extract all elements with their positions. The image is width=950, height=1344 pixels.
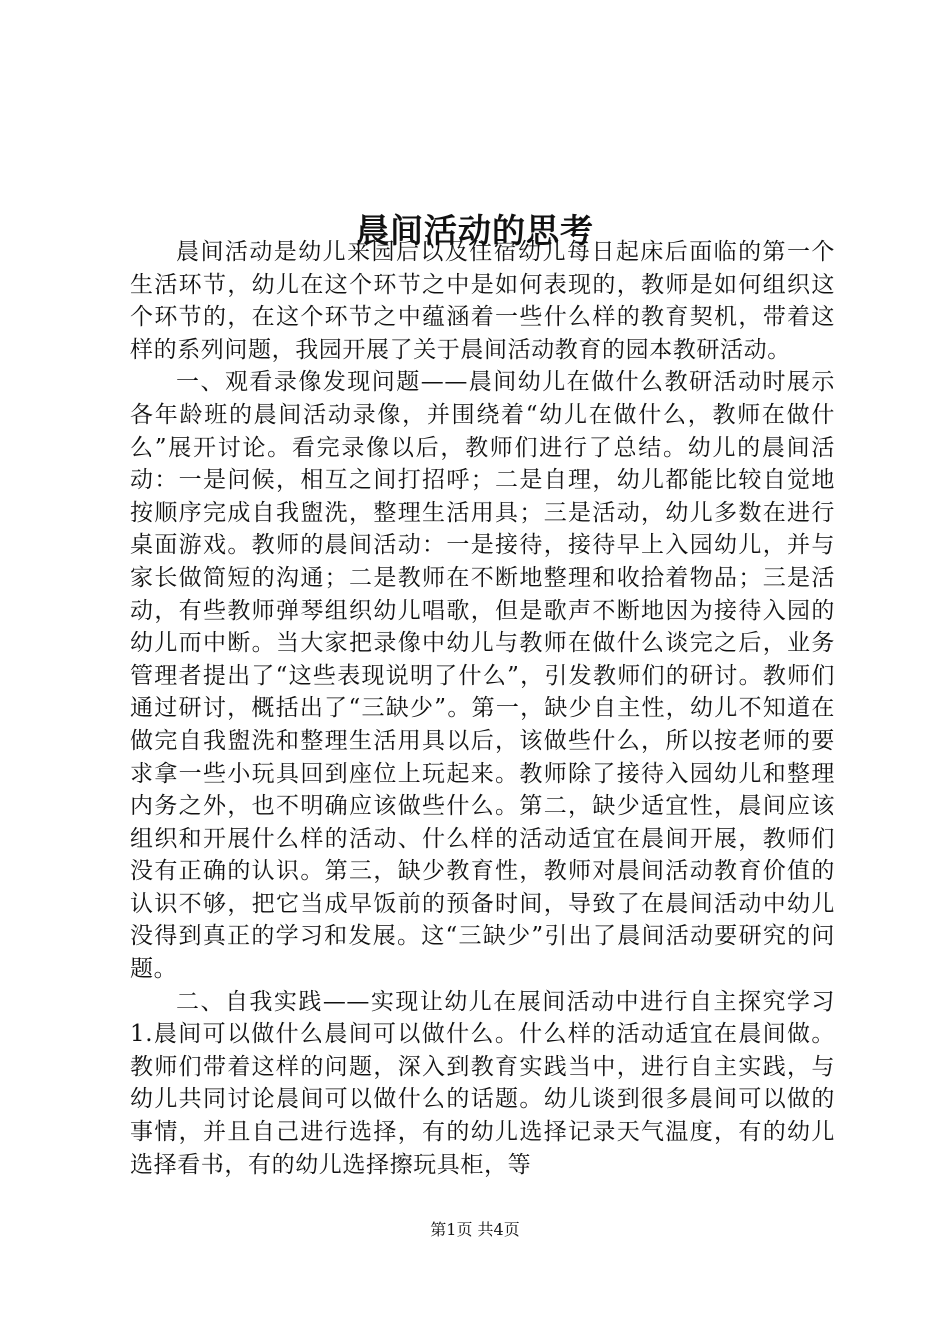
page-number: 第1页 共4页 bbox=[430, 1220, 520, 1239]
document-body bbox=[130, 236, 835, 1181]
document-title: 晨间活动的思考 bbox=[356, 211, 594, 251]
paragraph-section-one: 一、观看录像发现问题——晨间幼儿在做什么教研活动时展示各年龄班的晨间活动录像，并围绕着“幼儿在做什么，教师在做什么”展开讨论。看完录像以后，教师们进行了总结。幼儿的晨间活动：一是问候，相互之间打招呼；二是自理，幼儿都能比较自觉地按顺序完成自我盥洗，整理生活用具；三是活动，幼儿多数在进行桌面游戏。教师的晨间活动：一是接待，接待早上入园幼儿，并与家长做简短的沟通；二是教师在不断地整理和收拾着物品；三是活动，有些教师弹琴组织幼儿唱歌，但是歌声不断地因为接待入园的幼儿而中断。当大家把录像中幼儿与教师在做什么谈完之后，业务管理者提出了“这些表现说明了什么”，引发教师们的研讨。教师们通过研讨，概括出了“三缺少”。第一，缺少自主性，幼儿不知道在做完自我盥洗和整理生活用具以后，该做些什么，所以按老师的要求拿一些小玩具回到座位上玩起来。教师除了接待入园幼儿和整理内务之外，也不明确应该做些什么。第二，缺少适宜性，晨间应该组织和开展什么样的活动、什么样的活动适宜在晨间开展，教师们没有正确的认识。第三，缺少教育性，教师对晨间活动教育价值的认识不够，把它当成早饭前的预备时间，导致了在晨间活动中幼儿没得到真正的学习和发展。这“三缺少”引出了晨间活动要研究的问题。 bbox=[130, 369, 835, 983]
paragraph-section-two: 二、自我实践——实现让幼儿在展间活动中进行自主探究学习1.晨间可以做什么晨间可以做什么。什么样的活动适宜在晨间做。教师们带着这样的问题，深入到教育实践当中，进行自主实践，与幼儿共同讨论晨间可以做什么的话题。幼儿谈到很多晨间可以做的事情，并且自己进行选择，有的幼儿选择记录天气温度，有的幼儿选择看书，有的幼儿选择擦玩具柜，等 bbox=[130, 988, 835, 1178]
paragraph-intro: 晨间活动是幼儿来园后以及住宿幼儿每日起床后面临的第一个生活环节，幼儿在这个环节之中是如何表现的，教师是如何组织这个环节的，在这个环节之中蕴涵着一些什么样的教育契机，带着这样的系列问题，我园开展了关于晨间活动教育的园本教研活动。 bbox=[130, 239, 835, 363]
